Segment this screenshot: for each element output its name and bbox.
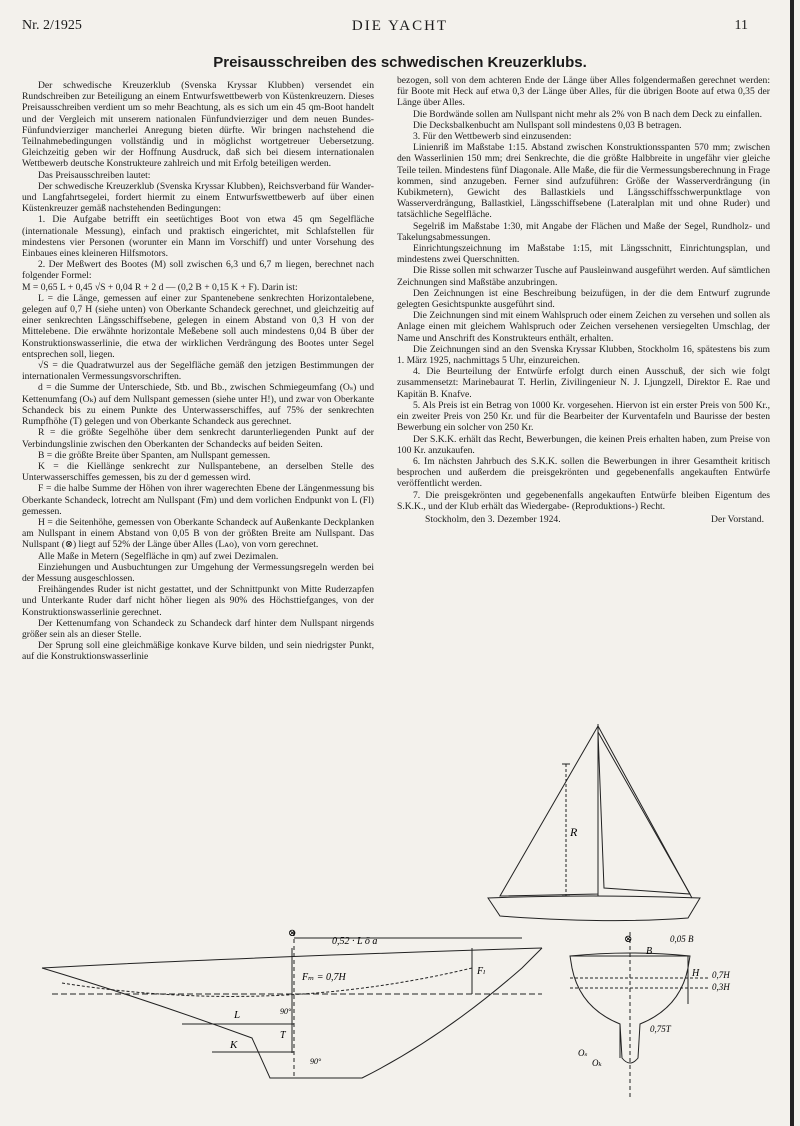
paragraph: Einrichtungszeichnung im Maßstabe 1:15, mit Längsschnitt, Einrichtungsplan, und mindestens zwei Querschnitten. <box>397 243 770 266</box>
signature-row <box>397 514 770 525</box>
formula: M = 0,65 L + 0,45 √S + 0,04 R + 2 d — (0,2 B + 0,15 K + F). Darin ist: <box>22 281 298 293</box>
l-label: L <box>234 1009 241 1021</box>
paragraph: d = die Summe der Unterschiede, Stb. und Bb., zwischen Schmiegeumfang (Oₛ) und Kettenumfang (Oₖ) auf dem Nullspant gemessen (siehe unter H!), und zwar von Oberkante Schandeck bis zu einem Punkte des Unterwasserschiffes, auf 75% der senkrechten Rumpfhöhe (T) gelegen und von Oberkante Schandeck aus gerechnet. <box>22 382 374 428</box>
sail-hull-outline <box>488 896 700 921</box>
paragraph: 1. Die Aufgabe betrifft ein seetüchtiges Boot von etwa 45 qm Segelfläche (internationale Messung), einfach und praktisch eingerichtet, mit Schlafstellen für mindestens vier Personen (worunter ein Mann im Vorschiff) und unter Vorsehung des Einbaues eines kleineren Hilfsmotors. <box>22 214 374 260</box>
angle-bottom-label: 90° <box>310 1057 322 1066</box>
paragraph: Die Decksbalkenbucht am Nullspant soll mindestens 0,03 B betragen. <box>413 119 682 131</box>
signer: Der Vorstand. <box>711 513 764 525</box>
fm-label: Fₘ = 0,7H <box>302 972 346 983</box>
paragraph: F = die halbe Summe der Höhen von ihrer wagerechten Ebene der Längenmessung bis Oberkante Schandeck, lotrecht am Nullspant (Fm) und dem vorlichen Endpunkt von L (Fl) gemessen. <box>22 483 374 517</box>
paragraph: Die Zeichnungen sind an den Svenska Kryssar Klubben, Stockholm 16, spätestens bis zum 1. März 1925, nachmittags 5 Uhr, einzureichen. <box>397 343 770 367</box>
ok-label: Oₖ <box>592 1058 602 1068</box>
hull-profile-figure <box>22 928 552 1108</box>
b-label: B <box>646 946 653 957</box>
paragraph: 3. Für den Wettbewerb sind einzusenden: <box>413 131 572 143</box>
t075-label: 0,75T <box>650 1024 671 1034</box>
paragraph: Der schwedische Kreuzerklub (Svenska Kryssar Klubben), Reichsverband für Wander- und Langfahrtsegelei, fordert hiermit zu einem Entwurfswettbewerb auf über einen Küstenkreuzer gemäß nachstehenden Bedingungen: <box>22 180 374 215</box>
paragraph: 7. Die preisgekrönten und gegebenenfalls angekauften Entwürfe bleiben Eigentum des S.K.K., und der Klub erhält das Wiedergabe- (Reproduktions-) Recht. <box>397 489 770 512</box>
paragraph: H = die Seitenhöhe, gemessen von Oberkante Schandeck auf Außenkante Deckplanken am Nullspant in einem Abstand von 0,05 B von der größten Breite am Nullspant. Das Nullspant (⊗) liegt auf 52% der Länge über Alles (Lᴀᴏ), von vorn gerechnet. <box>22 516 374 551</box>
h-label: H <box>692 968 700 979</box>
journal-title: DIE YACHT <box>351 18 449 34</box>
paragraph: 4. Die Beurteilung der Entwürfe erfolgt durch einen Ausschuß, der sich wie folgt zusammensetzt: Marinebaurat T. Herlin, Zivilingenieur N. J. Ljungzell, Direktor E. Rae und Kapitän B. Knafve. <box>397 366 770 400</box>
forestay-line <box>598 726 692 898</box>
paragraph: R = die größte Segelhöhe über dem senkrecht darunterliegenden Punkt auf der Verbindungslinie zwischen den Oberkanten der Schandecks auf beiden Seiten. <box>22 427 374 450</box>
paragraph: 6. Im nächsten Jahrbuch des S.K.K. sollen die Bewerbungen in ihrer Gesamtheit kritisch besprochen und außerdem die preisgekrönten und gegebenenfalls angekauften Entwürfe veröffentlicht werden. <box>397 455 770 490</box>
paragraph: Die Bordwände sollen am Nullspant nicht mehr als 2% von B nach dem Deck zu einfallen. <box>413 108 763 120</box>
page-number: 11 <box>734 18 748 33</box>
issue-number: Nr. 2/1925 <box>22 18 82 33</box>
paragraph: K = die Kiellänge senkrecht zur Nullspantebene, an derselben Stelle des Unterwasserschiffes gemessen, bis zu der d gemessen wird. <box>22 460 374 484</box>
paragraph: L = die Länge, gemessen auf einer zur Spantenebene senkrechten Horizontalebene, gelegen auf 0,7 H (siehe unten) von Oberkante Schandeck gerechnet, und gleichzeitig auf einer senkrechten Längsschiffsebene, gelegen in einem Abstand von 0,3 H von der Mittelebene. Die erwähnte horizontale Meßebene soll auch mindestens 0,04 B über der Konstruktionswasserlinie, die etwa der wirklichen Verdrängung des Bootes unter Segel entsprechen soll, liegen. <box>22 292 374 360</box>
h03-label: 0,3H <box>712 982 730 992</box>
paragraph: Der Sprung soll eine gleichmäßige konkave Kurve bilden, und sein niedrigster Punkt, auf die Konstruktionswasserlinie <box>22 640 374 663</box>
left-column <box>22 80 374 936</box>
article-title: Preisausschreiben des schwedischen Kreuzerklubs. <box>213 54 587 71</box>
paragraph: Alle Maße in Metern (Segelfläche in qm) auf zwei Dezimalen. <box>38 550 279 562</box>
paragraph: 2. Der Meßwert des Bootes (M) soll zwischen 6,3 und 6,7 m liegen, berechnet nach folgender Formel: <box>22 259 374 282</box>
page-edge <box>790 0 794 1126</box>
paragraph: Der S.K.K. erhält das Recht, Bewerbungen, die keinen Preis erhalten haben, zum Preise von 100 Kr. anzukaufen. <box>397 433 770 456</box>
b005-label: 0,05 B <box>670 934 694 944</box>
angle-top-label: 90° <box>280 1007 292 1016</box>
paragraph: Die Risse sollen mit schwarzer Tusche auf Pausleinwand ausgeführt werden. Auf sämtlichen Zeichnungen sind Maßstäbe anzubringen. <box>397 265 770 288</box>
place-date: Stockholm, den 3. Dezember 1924. <box>425 513 561 525</box>
mainsail-outline <box>500 726 598 896</box>
midship-section-figure <box>560 928 775 1108</box>
paragraph: Linienriß im Maßstabe 1:15. Abstand zwischen Konstruktionsspanten 570 mm; zwischen den Wasserlinien 150 mm; drei Senkrechte, die die größte Halbbreite in ungefähr vier gleiche Teile teilen. Mindestens fünf Diagonale. Alle Maße, die für die Vermessungsberechnung in Frage kommen, sind anzugeben. Ferner sind aufzuführen: Größe der Wasserverdrängung (in Kubikmetern), Gewicht des Ballastkiels und Längsschiffsschwerpunktlage von Wasserverdrängung, Ballastkiel, Längsschiffsebene (Lateralplan mit und ohne Ruder) und tatsächliche Segelfläche. <box>397 142 770 221</box>
sail-plan-figure <box>470 718 740 928</box>
paragraph: bezogen, soll von dem achteren Ende der Länge über Alles folgendermaßen gerechnet werden: für Boote mit Heck auf etwa 0,3 der Länge über Alles, für die übrigen Boote auf etwa 0,35 der Länge über Alles. <box>397 75 770 109</box>
loa-label: 0,52 · L ö a <box>332 936 378 947</box>
zero-frame-symbol: ⊗ <box>288 928 297 939</box>
h07-label: 0,7H <box>712 970 730 980</box>
os-label: Oₛ <box>578 1048 588 1058</box>
paragraph: Der Kettenumfang von Schandeck zu Schandeck darf hinter dem Nullspant nirgends größer sein als an dieser Stelle. <box>22 617 374 640</box>
paragraph: Das Preisausschreiben lautet: <box>38 169 151 181</box>
section-zero-frame: ⊗ <box>624 934 633 945</box>
paragraph: Die Zeichnungen sind mit einem Wahlspruch oder einem Zeichen zu versehen und sollen als Anlage einen mit gleichem Wahlspruch oder Zeichen versehenen versiegelten Umschlag, der Name und Anschrift des Konstrukteurs enthält, erhalten. <box>397 310 770 344</box>
k-label: K <box>230 1039 238 1051</box>
paragraph: Den Zeichnungen ist eine Beschreibung beizufügen, in der die dem Entwurf zugrunde gelegten Gesichtspunkte ausgeführt sind. <box>397 287 770 311</box>
paragraph: B = die größte Breite über Spanten, am Nullspant gemessen. <box>38 449 271 461</box>
paragraph: Freihängendes Ruder ist nicht gestattet, und der Schnittpunkt von Mitte Ruderzapfen und Unterkante Ruder darf nicht höher liegen als 90% des Höchsttiefganges, von der Konstruktionswasserlinie gerechnet. <box>22 584 374 618</box>
paragraph: Einziehungen und Ausbuchtungen zur Umgehung der Vermessungsregeln werden bei der Messung ausgeschlossen. <box>22 561 374 584</box>
right-column <box>397 75 770 715</box>
paragraph: 5. Als Preis ist ein Betrag von 1000 Kr. vorgesehen. Hiervon ist ein erster Preis von 500 Kr., ein zweiter Preis von 250 Kr. und für die Bearbeiter der Kurventafeln und Baurisse der besten Bewerbung ein solcher von 250 Kr. <box>397 399 770 434</box>
paragraph: Der schwedische Kreuzerklub (Svenska Kryssar Klubben) versendet ein Rundschreiben zur Beteiligung an einem Entwurfswettbewerb von Küstenkreuzern. Dieses Preisausschreiben verdient um so mehr Beachtung, als es sich um ein 45 qm-Boot handelt und der Vergleich mit unserem nationalen Fünfundvierziger und dem neuen Bundes-Fünfundvierziger mancherlei Anregung bieten dürfte. Wir bringen nachstehend die Teilnahmebedingungen vollständig und in möglichst wortgetreuer Uebersetzung. Gleichzeitig geben wir der Hoffnung Ausdruck, daß sich bei diesem internationalen Wettbewerb deutsche Konstrukteure zahlreich und mit Erfolg beteiligen werden. <box>22 80 374 170</box>
paragraph: Segelriß im Maßstabe 1:30, mit Angabe der Flächen und Maße der Segel, Rundholz- und Takelungsabmessungen. <box>397 220 770 243</box>
paragraph: √S = die Quadratwurzel aus der Segelfläche gemäß den jetzigen Bestimmungen der internationalen Vermessungsvorschriften. <box>22 360 374 383</box>
sail-height-label: R <box>570 825 578 839</box>
t-label: T <box>280 1030 286 1041</box>
fl-label: Fₗ <box>477 966 486 977</box>
